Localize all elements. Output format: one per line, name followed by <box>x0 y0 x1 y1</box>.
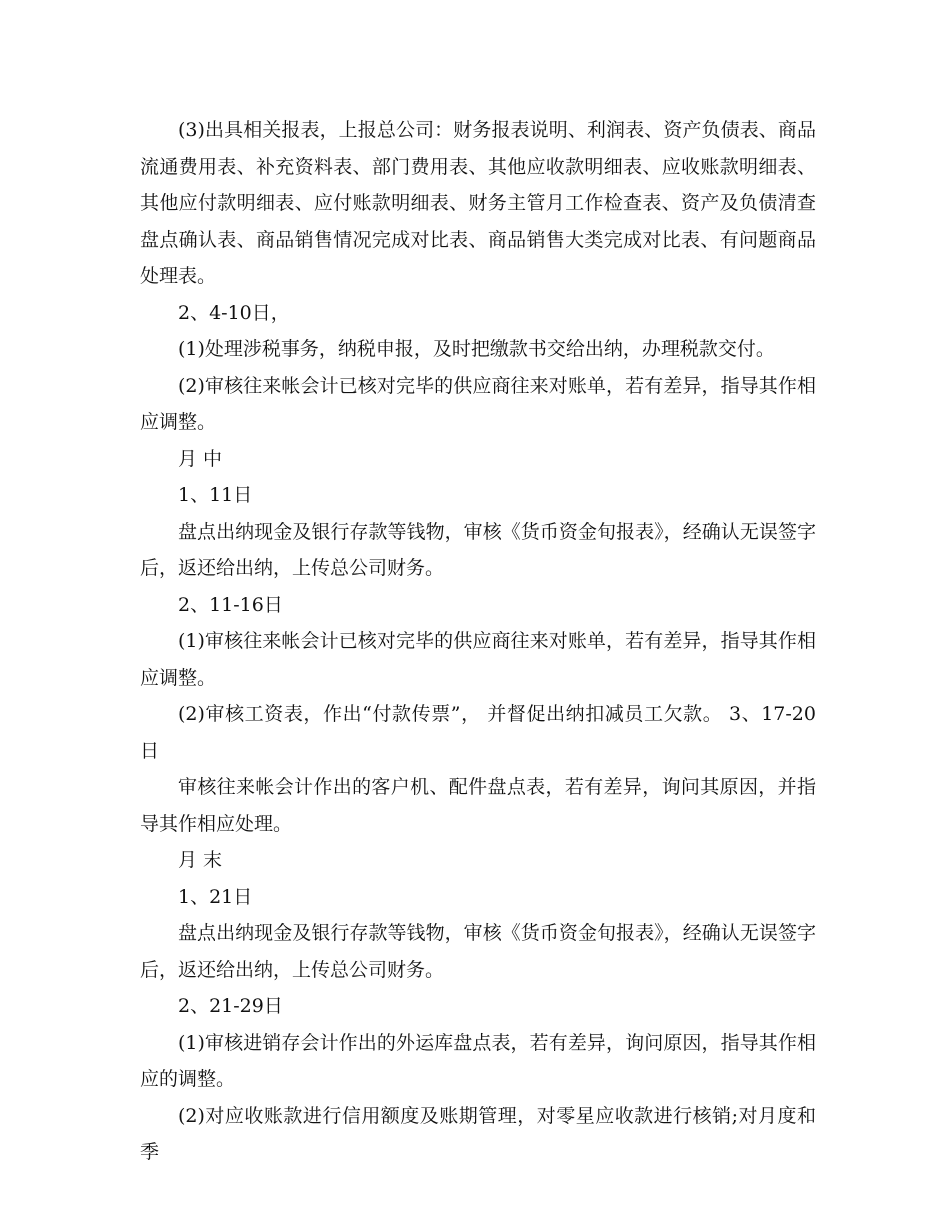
paragraph-heading-4-10: 2、4-10日， <box>178 301 290 324</box>
paragraph-tax-affairs: (1)处理涉税事务，纳税申报，及时把缴款书交给出纳，办理税款交付。 <box>178 338 775 360</box>
paragraph-supplier-reconciliation: (2)审核往来帐会计已核对完毕的供应商往来对账单，若有差异，指导其作相应调整。 <box>140 374 816 433</box>
paragraph-supplier-reconciliation-2: (1)审核往来帐会计已核对完毕的供应商往来对账单，若有差异，指导其作相应调整。 <box>140 630 816 689</box>
paragraph-warehouse-count: (1)审核进销存会计作出的外运库盘点表，若有差异，询问原因，指导其作相应的调整。 <box>140 1031 816 1090</box>
section-heading-mid-month: 月 中 <box>178 447 223 470</box>
paragraph-heading-11: 1、11日 <box>178 484 253 506</box>
paragraph-heading-11-16: 2、11-16日 <box>178 593 283 616</box>
paragraph-cash-count-21: 盘点出纳现金及银行存款等钱物，审核《货币资金旬报表》，经确认无误签字后，返还给出纳，上传总公司财务。 <box>140 922 816 981</box>
document-page <box>140 112 816 1171</box>
paragraph-inventory-review: 审核往来帐会计作出的客户机、配件盘点表，若有差异，询问其原因，并指导其作相应处理。 <box>140 776 816 835</box>
paragraph-receivables-management: (2)对应收账款进行信用额度及账期管理，对零星应收款进行核销;对月度和季 <box>140 1104 816 1163</box>
paragraph-heading-21: 1、21日 <box>178 885 253 908</box>
paragraph-report-list: (3)出具相关报表，上报总公司：财务报表说明、利润表、资产负债表、商品流通费用表、补充资料表、部门费用表、其他应收款明细表、应收账款明细表、其他应付款明细表、应付账款明细表、财务主管月工作检查表、资产及负债清查盘点确认表、商品销售情况完成对比表、商品销售大类完成对比表、有问题商品处理表。 <box>140 119 816 287</box>
paragraph-cash-count-11: 盘点出纳现金及银行存款等钱物，审核《货币资金旬报表》，经确认无误签字后，返还给出纳，上传总公司财务。 <box>140 520 816 579</box>
paragraph-payroll-review: (2)审核工资表，作出“付款传票”， 并督促出纳扣减员工欠款。 3、17-20日 <box>140 703 816 762</box>
section-heading-month-end: 月 末 <box>178 849 223 871</box>
paragraph-heading-21-29: 2、21-29日 <box>178 995 283 1017</box>
